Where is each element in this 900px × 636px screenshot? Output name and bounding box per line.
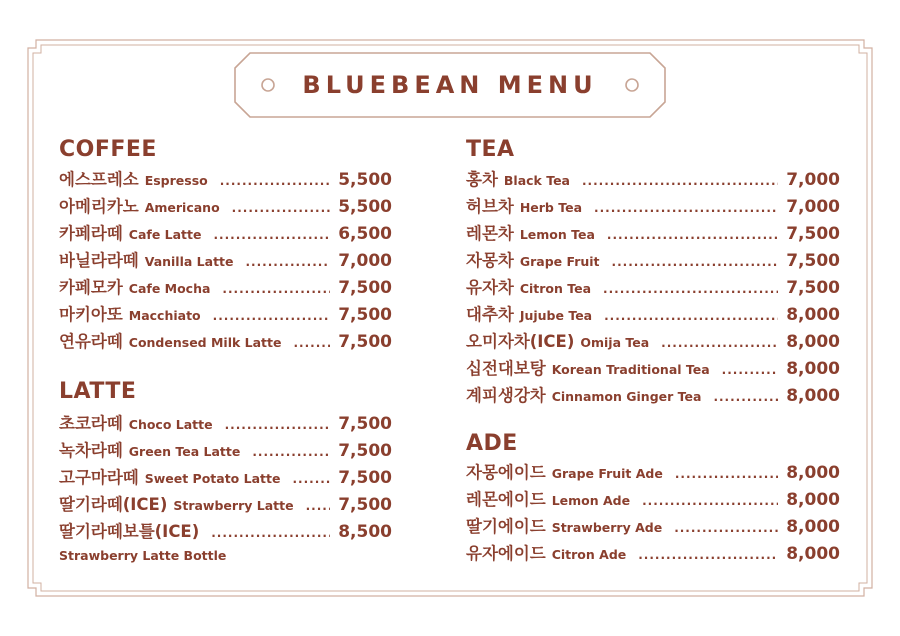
menu-item: [59, 193, 392, 220]
menu-item-korean-name: 연유라떼: [59, 332, 123, 351]
dot-leader: [582, 174, 778, 188]
menu-item-english-name: Herb Tea: [519, 200, 583, 215]
section-title-ade: ADE: [466, 431, 518, 456]
menu-item-english-name: Grape Fruit: [519, 254, 600, 269]
menu-item-price: 8,000: [786, 544, 840, 564]
dot-leader: [222, 282, 330, 296]
menu-item: [59, 328, 392, 355]
dot-leader: [252, 445, 330, 459]
menu-item: [466, 486, 840, 513]
menu-item-korean-name: 고구마라떼: [59, 468, 139, 487]
menu-item: [59, 166, 392, 193]
menu-item: [466, 355, 840, 382]
dot-leader: [293, 336, 330, 350]
menu-item: [466, 328, 840, 355]
menu-item-korean-name: 카페모카: [59, 278, 123, 297]
menu-item-korean-name: 유자에이드: [466, 544, 546, 563]
menu-item-price: 8,000: [786, 490, 840, 510]
latte-menu-list: [59, 410, 392, 545]
menu-item-english-name: Grape Fruit Ade: [551, 466, 663, 481]
menu-item-english-name: Cinnamon Ginger Tea: [551, 389, 702, 404]
menu-item-price: 7,500: [338, 441, 392, 461]
dot-leader: [713, 390, 778, 404]
menu-item: [466, 540, 840, 567]
menu-item: [59, 518, 392, 545]
menu-item: [59, 464, 392, 491]
menu-item-price: 8,000: [786, 517, 840, 537]
menu-item: [59, 274, 392, 301]
dot-leader: [638, 548, 778, 562]
menu-item-korean-name: 허브차: [466, 197, 514, 216]
section-title-latte: LATTE: [59, 379, 137, 404]
dot-leader: [213, 228, 330, 242]
menu-item-price: 7,500: [338, 495, 392, 515]
menu-item-price: 7,500: [338, 305, 392, 325]
menu-item-price: 5,500: [338, 197, 392, 217]
menu-item-price: 8,000: [786, 463, 840, 483]
menu-item-korean-name: 마키아또: [59, 305, 123, 324]
menu-item: [59, 410, 392, 437]
menu-item: [466, 459, 840, 486]
menu-item-english-name: Black Tea: [503, 173, 570, 188]
menu-item-english-name: Strawberry Ade: [551, 520, 663, 535]
menu-item-korean-name: 바닐라라떼: [59, 251, 139, 270]
menu-item-korean-name: 녹차라떼: [59, 441, 123, 460]
dot-leader: [225, 418, 331, 432]
menu-item-price: 7,500: [338, 332, 392, 352]
menu-item-price: 7,000: [338, 251, 392, 271]
menu-item: [59, 437, 392, 464]
menu-item-price: 7,500: [786, 251, 840, 271]
menu-item: [466, 247, 840, 274]
dot-leader: [246, 255, 331, 269]
menu-item-english-name: Macchiato: [128, 308, 201, 323]
dot-leader: [675, 467, 778, 481]
menu-item: [466, 301, 840, 328]
dot-leader: [594, 201, 778, 215]
menu-item-korean-name: 초코라떼: [59, 414, 123, 433]
menu-item-english-name: Strawberry Latte: [173, 498, 294, 513]
menu-item-english-name: Sweet Potato Latte: [144, 471, 281, 486]
menu-item-korean-name: 딸기에이드: [466, 517, 546, 536]
dot-leader: [607, 228, 778, 242]
dot-leader: [220, 174, 330, 188]
dot-leader: [642, 494, 778, 508]
dot-leader: [612, 255, 779, 269]
menu-item-korean-name: 레몬에이드: [466, 490, 546, 509]
menu-item-korean-name: 에스프레소: [59, 170, 139, 189]
menu-item-english-name: Vanilla Latte: [144, 254, 234, 269]
menu-item-english-name: Choco Latte: [128, 417, 213, 432]
menu-item-korean-name: 카페라떼: [59, 224, 123, 243]
menu-item-korean-name: 유자차: [466, 278, 514, 297]
menu-item: [59, 491, 392, 518]
dot-leader: [306, 499, 331, 513]
menu-item-price: 8,500: [338, 522, 392, 542]
menu-item-price: 7,500: [338, 278, 392, 298]
dot-leader: [604, 309, 778, 323]
menu-item: [59, 247, 392, 274]
menu-item-korean-name: 레몬차: [466, 224, 514, 243]
menu-item: [59, 220, 392, 247]
dot-leader: [211, 526, 330, 540]
menu-item: [466, 166, 840, 193]
menu-item-price: 7,000: [786, 170, 840, 190]
menu-item-korean-name: 홍차: [466, 170, 498, 189]
dot-leader: [292, 472, 330, 486]
menu-item-english-name: Americano: [144, 200, 220, 215]
menu-item-korean-name: 오미자차(ICE): [466, 332, 575, 351]
menu-item-price: 8,000: [786, 332, 840, 352]
menu-item-price: 5,500: [338, 170, 392, 190]
menu-item-english-name: Citron Ade: [551, 547, 627, 562]
menu-item-english-name: Citron Tea: [519, 281, 592, 296]
menu-item-english-name: Jujube Tea: [519, 308, 593, 323]
menu-item-price: 7,500: [338, 468, 392, 488]
menu-item-english-name: Green Tea Latte: [128, 444, 241, 459]
dot-leader: [674, 521, 778, 535]
tea-menu-list: [466, 166, 840, 409]
menu-item-korean-name: 딸기라떼(ICE): [59, 495, 168, 514]
dot-leader: [661, 336, 778, 350]
menu-item-english-name: Cafe Latte: [128, 227, 202, 242]
menu-item-korean-name: 자몽에이드: [466, 463, 546, 482]
dot-leader: [722, 363, 779, 377]
menu-item-english-name: Cafe Mocha: [128, 281, 211, 296]
menu-item-english-name: Korean Traditional Tea: [551, 362, 710, 377]
menu-item: [466, 193, 840, 220]
ade-menu-list: [466, 459, 840, 567]
menu-item: [466, 513, 840, 540]
menu-item-price: 7,500: [786, 278, 840, 298]
menu-item-price: 8,000: [786, 359, 840, 379]
menu-item-english-name: Lemon Ade: [551, 493, 631, 508]
menu-item: [466, 220, 840, 247]
menu-item-english-name: Lemon Tea: [519, 227, 595, 242]
dot-leader: [232, 201, 331, 215]
section-title-coffee: COFFEE: [59, 137, 157, 162]
menu-item-korean-name: 딸기라떼보틀(ICE): [59, 522, 200, 541]
menu-item-korean-name: 계피생강차: [466, 386, 546, 405]
menu-item-price: 8,000: [786, 386, 840, 406]
menu-item-korean-name: 아메리카노: [59, 197, 139, 216]
menu-title: BLUEBEAN MENU: [302, 71, 598, 99]
menu-item-price: 7,500: [786, 224, 840, 244]
dot-leader: [213, 309, 331, 323]
menu-item: [466, 274, 840, 301]
menu-item-price: 7,500: [338, 414, 392, 434]
latte-bottle-english-name: Strawberry Latte Bottle: [59, 548, 227, 563]
menu-item-english-name: Omija Tea: [580, 335, 650, 350]
dot-leader: [603, 282, 778, 296]
menu-item: [59, 301, 392, 328]
menu-item-korean-name: 대추차: [466, 305, 514, 324]
menu-item-korean-name: 자몽차: [466, 251, 514, 270]
menu-item-english-name: Condensed Milk Latte: [128, 335, 282, 350]
menu-item-korean-name: 십전대보탕: [466, 359, 546, 378]
menu-item-english-name: Espresso: [144, 173, 208, 188]
menu-item: [466, 382, 840, 409]
section-title-tea: TEA: [466, 137, 515, 162]
menu-item-price: 6,500: [338, 224, 392, 244]
coffee-menu-list: [59, 166, 392, 355]
menu-item-price: 7,000: [786, 197, 840, 217]
menu-item-price: 8,000: [786, 305, 840, 325]
